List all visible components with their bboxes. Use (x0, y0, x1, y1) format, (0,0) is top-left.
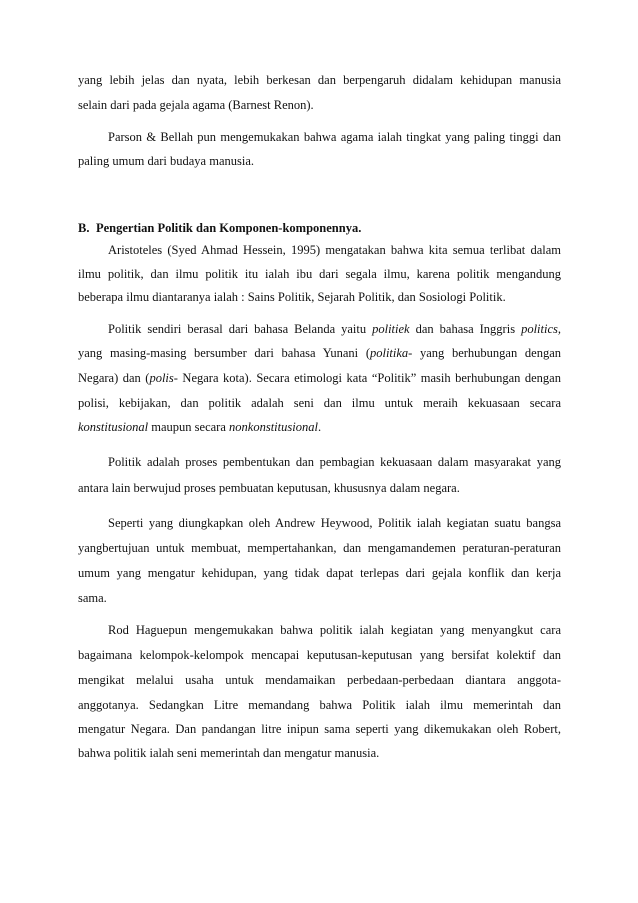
text-line: bagaimana kelompok-kelompok mencapai keputusan-keputusan yang bersifat kolektif dan (78, 648, 561, 662)
italic-term: politics, (521, 322, 561, 336)
text-run: Negara kota). Secara etimologi kata “Politik” masih berhubungan dengan (177, 371, 561, 385)
text-run: dan bahasa Inggris (409, 322, 522, 336)
text-line: Politik adalah proses pembentukan dan pembagian kekuasaan dalam masyarakat yang (108, 455, 561, 469)
text-line: beberapa ilmu diantaranya ialah : Sains Politik, Sejarah Politik, dan Sosiologi Politik. (78, 290, 506, 304)
text-line: antara lain berwujud proses pembuatan keputusan, khususnya dalam negara. (78, 481, 460, 495)
italic-term: politika- (369, 346, 413, 360)
text-line: umum yang mengatur kehidupan, yang tidak dapat terlepas dari gejala konflik dan kerja (78, 566, 561, 580)
italic-term: polis- (149, 371, 178, 385)
section-number: B. (78, 221, 90, 235)
text-line: bahwa politik ialah seni memerintah dan mengatur manusia. (78, 746, 380, 760)
text-run: maupun secara (148, 420, 230, 434)
text-line (78, 418, 561, 436)
text-line: Parson & Bellah pun mengemukakan bahwa agama ialah tingkat yang paling tinggi dan (108, 130, 561, 144)
text-run: Negara) dan ( (78, 371, 150, 385)
italic-term: nonkonstitusional (229, 420, 318, 434)
text-line: ilmu politik, dan ilmu politik itu ialah ibu dari segala ilmu, karena politik mengandung (78, 267, 561, 281)
italic-term: politiek (372, 322, 410, 336)
text-line: mengikat melalui usaha untuk mendamaikan perbedaan-perbedaan diantara anggota- (78, 673, 561, 687)
text-line (78, 369, 561, 387)
text-run: . (317, 420, 322, 434)
text-line: paling umum dari budaya manusia. (78, 154, 255, 168)
text-run: yang berhubungan dengan (412, 346, 561, 360)
text-line: mengatur Negara. Dan pandangan litre inipun sama seperti yang dikemukakan oleh Robert, (78, 722, 561, 736)
text-line: yang lebih jelas dan nyata, lebih berkesan dan berpengaruh didalam kehidupan manusia (78, 73, 561, 87)
text-run: Politik sendiri berasal dari bahasa Belanda yaitu (108, 322, 373, 336)
text-line: yangbertujuan untuk membuat, mempertahankan, dan mengamandemen peraturan-peraturan (78, 541, 561, 555)
italic-term: konstitusional (78, 420, 149, 434)
text-line: anggotanya. Sedangkan Litre memandang bahwa Politik ialah ilmu memerintah dan (78, 698, 561, 712)
text-line: Aristoteles (Syed Ahmad Hessein, 1995) mengatakan bahwa kita semua terlibat dalam (108, 243, 561, 257)
text-line: polisi, kebijakan, dan politik adalah seni dan ilmu untuk meraih kekuasaan secara (78, 396, 561, 410)
section-heading (78, 219, 561, 237)
text-line (78, 344, 561, 362)
text-line: Rod Haguepun mengemukakan bahwa politik ialah kegiatan yang menyangkut cara (108, 623, 561, 637)
text-run: yang masing-masing bersumber dari bahasa Yunani ( (78, 346, 370, 360)
text-line: Seperti yang diungkapkan oleh Andrew Heywood, Politik ialah kegiatan suatu bangsa (108, 516, 561, 530)
text-line (108, 320, 561, 338)
text-line: sama. (78, 591, 107, 605)
section-title: Pengertian Politik dan Komponen-komponennya. (96, 221, 362, 235)
text-line: selain dari pada gejala agama (Barnest Renon). (78, 98, 314, 112)
